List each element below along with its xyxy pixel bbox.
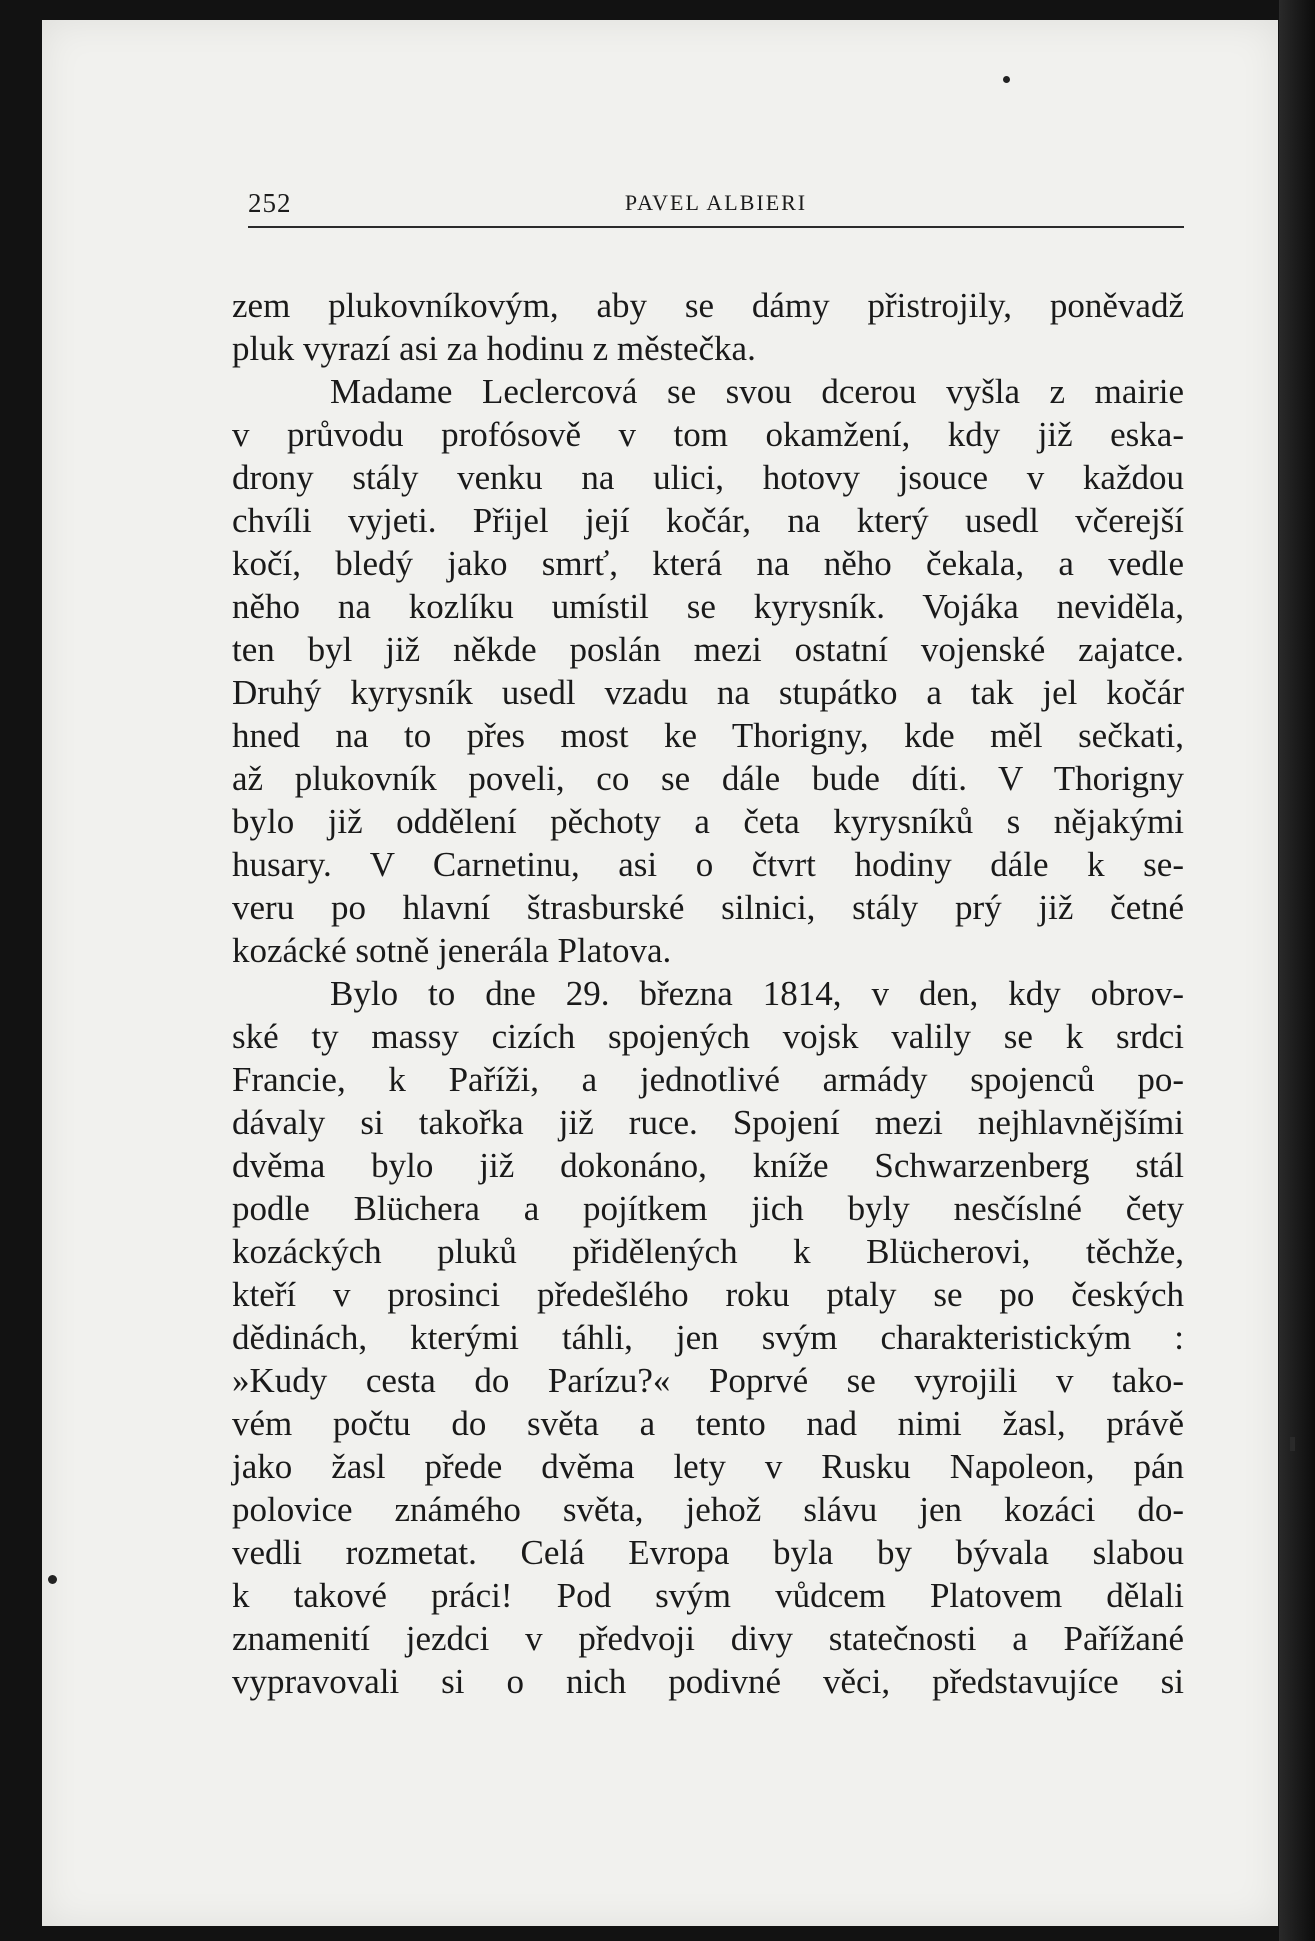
text-line: veru po hlavní štrasburské silnici, stály prý již četné xyxy=(232,888,1184,927)
text-line: kozáckých pluků přidělených k Blücherovi, těchže, xyxy=(232,1232,1184,1271)
text-line: zem plukovníkovým, aby se dámy přistrojily, poněvadž xyxy=(232,286,1184,325)
ink-speck xyxy=(48,1575,57,1584)
text-line: kozácké sotně jenerála Platova. xyxy=(232,931,672,970)
text-line: jako žasl přede dvěma lety v Rusku Napoleon, pán xyxy=(232,1447,1184,1486)
margin-mark xyxy=(1290,1437,1295,1451)
body-text xyxy=(232,284,1184,1703)
text-line: Francie, k Paříži, a jednotlivé armády spojenců po- xyxy=(232,1060,1184,1099)
text-line: kteří v prosinci předešlého roku ptaly se po českých xyxy=(232,1275,1184,1314)
text-line: dvěma bylo již dokonáno, kníže Schwarzenberg stál xyxy=(232,1146,1184,1185)
text-line: v průvodu profósově v tom okamžení, kdy již eska- xyxy=(232,415,1184,454)
text-line: ské ty massy cizích spojených vojsk valily se k srdci xyxy=(232,1017,1184,1056)
text-line: dávaly si takořka již ruce. Spojení mezi nejhlavnějšími xyxy=(232,1103,1184,1142)
text-line: pluk vyrazí asi za hodinu z městečka. xyxy=(232,329,756,368)
text-line: podle Blüchera a pojítkem jich byly nesčíslné čety xyxy=(232,1189,1184,1228)
text-line: vedli rozmetat. Celá Evropa byla by bývala slabou xyxy=(232,1533,1184,1572)
page-number: 252 xyxy=(248,188,292,218)
text-line: vypravovali si o nich podivné věci, představujíce si xyxy=(232,1662,1184,1701)
text-line: něho na kozlíku umístil se kyrysník. Vojáka neviděla, xyxy=(232,587,1184,626)
text-line: bylo již oddělení pěchoty a četa kyrysníků s nějakými xyxy=(232,802,1184,841)
text-line: kočí, bledý jako smrť, která na něho čekala, a vedle xyxy=(232,544,1184,583)
text-line: znamenití jezdci v předvoji divy statečnosti a Pařížané xyxy=(232,1619,1184,1658)
text-line: Madame Leclercová se svou dcerou vyšla z mairie xyxy=(330,372,1184,411)
text-line: dědinách, kterými táhli, jen svým charakteristickým : xyxy=(232,1318,1184,1357)
page-edge-shadow xyxy=(1279,0,1315,1941)
text-line: drony stály venku na ulici, hotovy jsouce v každou xyxy=(232,458,1184,497)
text-line: husary. V Carnetinu, asi o čtvrt hodiny dále k se- xyxy=(232,845,1184,884)
text-line: k takové práci! Pod svým vůdcem Platovem dělali xyxy=(232,1576,1184,1615)
text-line: Druhý kyrysník usedl vzadu na stupátko a tak jel kočár xyxy=(232,673,1184,712)
text-line: Bylo to dne 29. března 1814, v den, kdy obrov- xyxy=(330,974,1184,1013)
text-line: »Kudy cesta do Parízu?« Poprvé se vyrojili v tako- xyxy=(232,1361,1184,1400)
text-line: chvíli vyjeti. Přijel její kočár, na který usedl včerejší xyxy=(232,501,1184,540)
running-head: PAVEL ALBIERI xyxy=(624,190,808,215)
ink-speck xyxy=(1003,76,1010,83)
text-line: vém počtu do světa a tento nad nimi žasl, právě xyxy=(232,1404,1184,1443)
header-rule xyxy=(248,226,1184,228)
text-line: až plukovník poveli, co se dále bude díti. V Thorigny xyxy=(232,759,1184,798)
page-header xyxy=(248,188,1184,228)
text-line: ten byl již někde poslán mezi ostatní vojenské zajatce. xyxy=(232,630,1184,669)
text-line: hned na to přes most ke Thorigny, kde měl sečkati, xyxy=(232,716,1184,755)
text-line: polovice známého světa, jehož slávu jen kozáci do- xyxy=(232,1490,1184,1529)
